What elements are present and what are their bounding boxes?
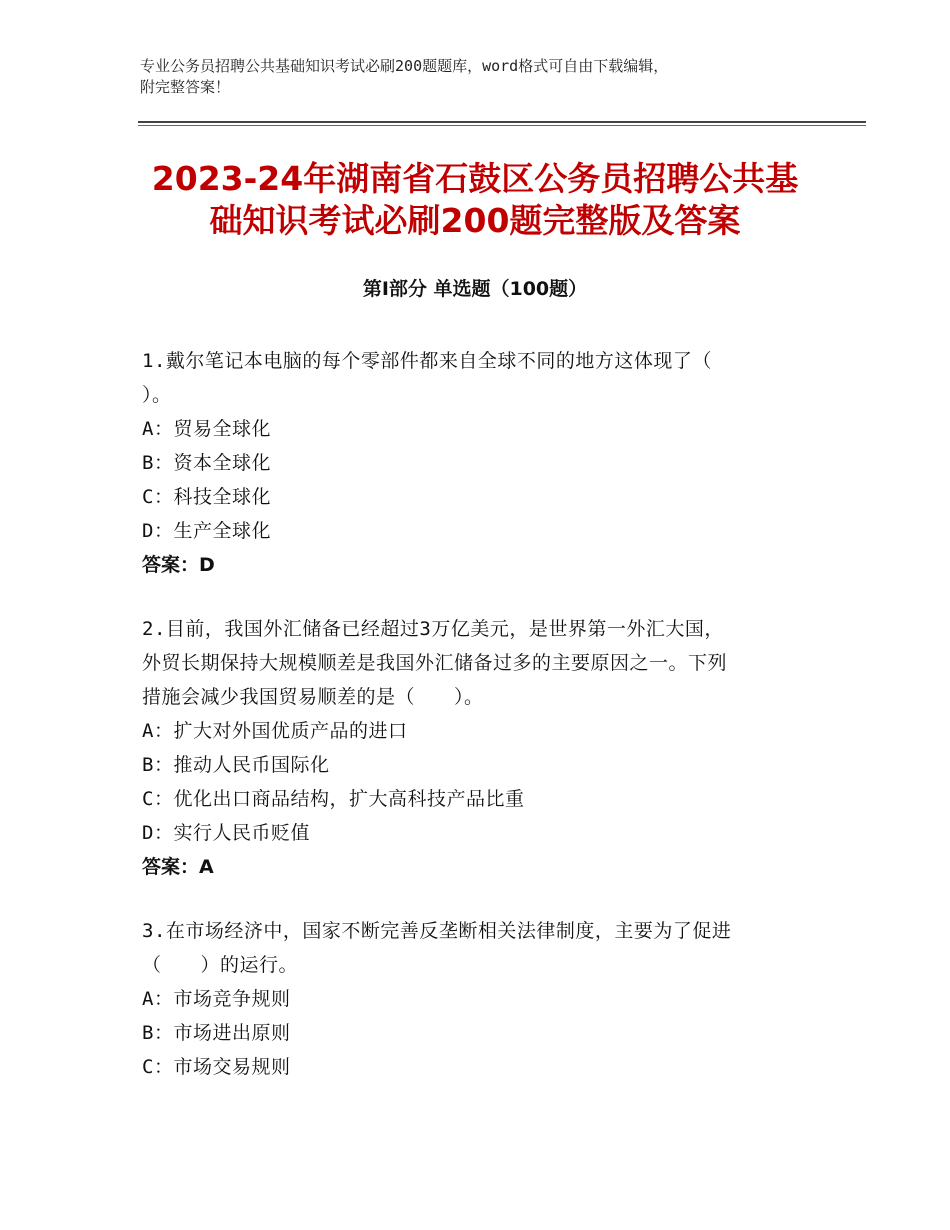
answer-key: 答案：A xyxy=(142,856,214,878)
answer-option: A：市场竞争规则 xyxy=(142,988,291,1010)
answer-option: D：实行人民币贬值 xyxy=(142,822,310,844)
answer-key: 答案：D xyxy=(142,554,215,576)
question-stem: （ ）的运行。 xyxy=(142,954,299,976)
question-item xyxy=(142,612,802,884)
header-divider xyxy=(138,121,866,123)
header-divider-thin xyxy=(138,125,866,126)
page-title-line: 2023-24年湖南省石鼓区公务员招聘公共基 xyxy=(151,159,799,198)
question-stem: 外贸长期保持大规模顺差是我国外汇储备过多的主要原因之一。下列 xyxy=(142,652,728,674)
question-item xyxy=(142,914,802,1084)
question-stem: 1.戴尔笔记本电脑的每个零部件都来自全球不同的地方这体现了（ xyxy=(142,350,712,372)
page-title xyxy=(120,158,830,242)
header-note xyxy=(140,56,820,98)
question-list xyxy=(142,344,802,1084)
question-stem: 3.在市场经济中，国家不断完善反垄断相关法律制度，主要为了促进 xyxy=(142,920,732,942)
answer-option: C：优化出口商品结构，扩大高科技产品比重 xyxy=(142,788,525,810)
header-note-line: 附完整答案！ xyxy=(140,78,231,96)
answer-option: B：市场进出原则 xyxy=(142,1022,291,1044)
question-item xyxy=(142,344,802,582)
header-note-line: 专业公务员招聘公共基础知识考试必刷200题题库，word格式可自由下载编辑， xyxy=(140,57,669,75)
answer-option: C：科技全球化 xyxy=(142,486,271,508)
question-stem: ）。 xyxy=(142,384,172,406)
answer-option: A：贸易全球化 xyxy=(142,418,271,440)
answer-option: C：市场交易规则 xyxy=(142,1056,291,1078)
answer-option: A：扩大对外国优质产品的进口 xyxy=(142,720,408,742)
page-title-line: 础知识考试必刷200题完整版及答案 xyxy=(209,201,741,240)
answer-option: B：资本全球化 xyxy=(142,452,271,474)
section-heading: 第Ⅰ部分 单选题（100题） xyxy=(362,278,588,300)
question-stem: 措施会减少我国贸易顺差的是（ ）。 xyxy=(142,686,484,708)
question-stem: 2.目前，我国外汇储备已经超过3万亿美元，是世界第一外汇大国， xyxy=(142,618,724,640)
answer-option: D：生产全球化 xyxy=(142,520,271,542)
answer-option: B：推动人民币国际化 xyxy=(142,754,330,776)
